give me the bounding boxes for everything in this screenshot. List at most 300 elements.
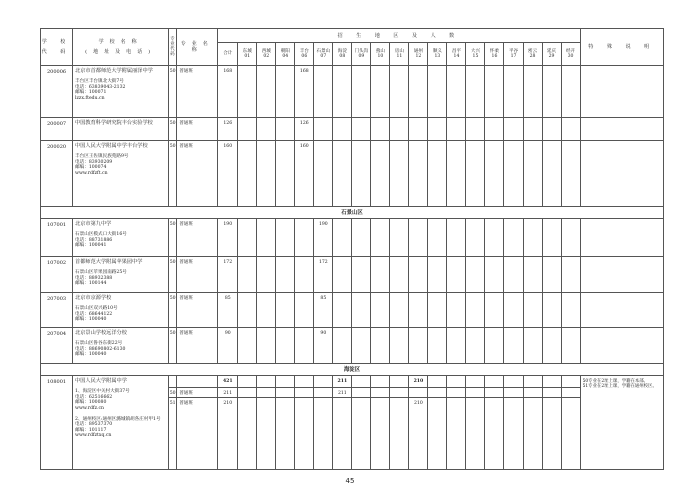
school-address-line: 邮编：100144	[75, 281, 107, 287]
district-value	[485, 328, 504, 364]
district-value	[352, 141, 371, 207]
school-address-line: 电话：62516662	[75, 394, 113, 400]
header-major-code: 专业代码	[169, 29, 177, 66]
header-school-code: 学 校 代 码	[41, 29, 73, 66]
district-value	[352, 118, 371, 141]
notes-cell	[580, 219, 663, 257]
district-value	[466, 219, 485, 257]
district-value	[257, 118, 276, 141]
district-value	[257, 219, 276, 257]
school-address-line: 邮编：100080	[75, 400, 107, 406]
school-address-line: 邮编：100071	[75, 90, 107, 96]
district-header-cell: 怀柔 16	[485, 43, 504, 66]
district-value	[333, 328, 352, 364]
district-value	[542, 219, 561, 257]
district-value	[504, 257, 523, 293]
district-value	[561, 293, 580, 328]
district-row	[41, 207, 664, 219]
district-value	[485, 398, 504, 470]
district-value	[561, 118, 580, 141]
school-address-line: www.rdfzft.cn	[75, 170, 108, 176]
district-value	[352, 388, 371, 398]
district-value	[466, 141, 485, 207]
district-value: 210	[218, 398, 238, 470]
district-value	[371, 66, 390, 118]
district-value: 172	[218, 257, 238, 293]
district-value	[276, 118, 295, 141]
district-value: 211	[333, 376, 352, 388]
table-row	[41, 328, 664, 364]
district-value	[542, 376, 561, 388]
district-value	[504, 293, 523, 328]
district-header-cell: 通州 12	[409, 43, 428, 66]
district-value	[295, 376, 314, 388]
school-address-line: 邮编：100074	[75, 165, 107, 171]
district-value	[542, 293, 561, 328]
district-value	[352, 219, 371, 257]
district-value	[390, 376, 409, 388]
major-name: 普通班	[177, 293, 218, 328]
district-value: 85	[218, 293, 238, 328]
district-value	[523, 293, 542, 328]
district-value	[561, 257, 580, 293]
district-value	[409, 388, 428, 398]
school-address-line: lzzx.ftedu.cn	[75, 95, 105, 101]
district-value	[409, 141, 428, 207]
district-value	[333, 66, 352, 118]
district-value	[257, 257, 276, 293]
district-value	[390, 328, 409, 364]
table-row	[41, 219, 664, 257]
district-value	[371, 376, 390, 388]
table-row	[41, 141, 664, 207]
district-value: 85	[314, 293, 333, 328]
district-header-cell: 燕山 10	[371, 43, 390, 66]
notes-cell	[580, 376, 663, 470]
district-value	[276, 219, 295, 257]
notes-cell	[580, 66, 663, 118]
district-value: 90	[218, 328, 238, 364]
major-code: 50	[169, 118, 177, 141]
district-value	[504, 328, 523, 364]
district-value	[390, 219, 409, 257]
district-value	[428, 388, 447, 398]
school-address-line: 邮编：100040	[75, 317, 107, 323]
district-value	[390, 257, 409, 293]
major-name: 普通班	[177, 118, 218, 141]
table-row	[41, 118, 664, 141]
district-value	[409, 118, 428, 141]
district-value	[276, 293, 295, 328]
district-value	[371, 219, 390, 257]
district-value	[466, 118, 485, 141]
major-name: 普通班	[177, 66, 218, 118]
district-value	[390, 388, 409, 398]
district-value	[504, 388, 523, 398]
district-value	[409, 219, 428, 257]
district-value	[390, 293, 409, 328]
district-value	[523, 388, 542, 398]
district-value	[390, 118, 409, 141]
school-code: 207004	[41, 328, 73, 364]
district-header-cell: 密云 28	[523, 43, 542, 66]
district-value: 126	[295, 118, 314, 141]
district-header-cell: 平谷 17	[504, 43, 523, 66]
school-address-line: 丰台区丰台镇北大街7号	[75, 79, 124, 85]
district-value: 168	[295, 66, 314, 118]
admission-table	[40, 28, 664, 470]
district-value	[428, 257, 447, 293]
district-value	[352, 66, 371, 118]
district-value	[390, 398, 409, 470]
major-name: 普通班	[177, 388, 218, 398]
district-value	[314, 388, 333, 398]
district-value	[295, 328, 314, 364]
school-address-line: 电话：63839043-2132	[75, 84, 126, 90]
district-header-cell: 东城 01	[238, 43, 257, 66]
district-value	[238, 293, 257, 328]
district-value	[466, 293, 485, 328]
district-value	[428, 376, 447, 388]
school-name-cell	[73, 376, 169, 470]
district-value	[257, 388, 276, 398]
school-address-line: 电话：83930209	[75, 159, 113, 165]
district-value	[428, 398, 447, 470]
school-address-line: 石景山区鲁谷东街22号	[75, 341, 123, 347]
district-value	[447, 398, 466, 470]
district-value: 160	[218, 141, 238, 207]
school-address-line: 邮编：101117	[75, 427, 107, 433]
school-address-line: 电话：88690802-6130	[75, 346, 126, 352]
district-value	[333, 398, 352, 470]
district-value: 168	[218, 66, 238, 118]
district-value	[238, 388, 257, 398]
school-name: 中国教育科学研究院丰台实验学校	[75, 120, 153, 126]
district-value: 90	[314, 328, 333, 364]
district-header-cell: 石景山 07	[314, 43, 333, 66]
district-value	[542, 66, 561, 118]
district-value	[314, 66, 333, 118]
district-value	[542, 398, 561, 470]
table-row	[41, 293, 664, 328]
district-value	[561, 388, 580, 398]
district-value	[314, 398, 333, 470]
district-value	[352, 328, 371, 364]
district-value	[447, 219, 466, 257]
header-group-row	[41, 29, 664, 43]
district-value	[409, 66, 428, 118]
district-value	[447, 141, 466, 207]
school-code: 107002	[41, 257, 73, 293]
district-value	[428, 66, 447, 118]
district-value	[428, 219, 447, 257]
major-code: 50	[169, 141, 177, 207]
school-name-cell	[73, 328, 169, 364]
school-name-cell	[73, 141, 169, 207]
school-address-line: 丰台区王佐镇民族苑路9号	[75, 154, 129, 160]
district-value	[238, 66, 257, 118]
district-value	[466, 376, 485, 388]
school-code: 200006	[41, 66, 73, 118]
school-address-line: 石景山区双兴路10号	[75, 306, 118, 312]
admission-table-sheet	[40, 28, 664, 470]
district-value	[523, 141, 542, 207]
school-code: 107001	[41, 219, 73, 257]
district-value	[466, 388, 485, 398]
district-value	[542, 141, 561, 207]
district-value	[371, 293, 390, 328]
district-header-cell: 经开 30	[561, 43, 580, 66]
school-name-cell	[73, 219, 169, 257]
district-value	[485, 257, 504, 293]
district-value	[238, 219, 257, 257]
district-value	[561, 66, 580, 118]
district-value	[542, 388, 561, 398]
district-value	[333, 293, 352, 328]
district-label: 石景山区	[41, 207, 664, 219]
district-value	[504, 141, 523, 207]
district-value	[523, 219, 542, 257]
district-value	[314, 376, 333, 388]
school-address-line: 1、海淀区中关村大街37号	[75, 389, 130, 395]
school-name: 北京景山学校远洋分校	[75, 330, 127, 336]
district-value	[466, 328, 485, 364]
district-value	[485, 388, 504, 398]
district-value	[257, 293, 276, 328]
district-value	[238, 376, 257, 388]
major-name: 普通班	[177, 141, 218, 207]
district-value	[295, 388, 314, 398]
school-code: 108001	[41, 376, 73, 470]
school-address-line: 电话：88731886	[75, 237, 113, 243]
district-value	[390, 66, 409, 118]
district-value	[409, 257, 428, 293]
district-value	[238, 328, 257, 364]
district-value: 172	[314, 257, 333, 293]
school-code: 200007	[41, 118, 73, 141]
table-row	[41, 257, 664, 293]
major-code: 50	[169, 219, 177, 257]
district-value	[333, 118, 352, 141]
district-header-cell: 丰台 06	[295, 43, 314, 66]
district-value	[561, 376, 580, 388]
school-code: 207003	[41, 293, 73, 328]
school-address-line: www.rdfz.cn	[75, 405, 105, 411]
school-address-line: www.rdfztxq.cn	[75, 433, 112, 439]
major-name	[177, 376, 218, 388]
school-name: 北京市首都师范大学附属丽泽中学	[75, 68, 153, 74]
district-value	[371, 398, 390, 470]
district-value	[504, 219, 523, 257]
district-value	[542, 257, 561, 293]
district-value	[295, 293, 314, 328]
district-value	[523, 376, 542, 388]
district-value: 160	[295, 141, 314, 207]
table-row	[41, 66, 664, 118]
school-address-line: 石景山区模式口大街16号	[75, 232, 127, 238]
district-value	[314, 118, 333, 141]
district-value	[447, 257, 466, 293]
table-row	[41, 376, 664, 388]
district-value	[276, 141, 295, 207]
district-value: 190	[218, 219, 238, 257]
district-value	[542, 118, 561, 141]
district-value	[542, 328, 561, 364]
district-value	[447, 376, 466, 388]
school-code: 200020	[41, 141, 73, 207]
district-value	[257, 66, 276, 118]
district-value	[561, 141, 580, 207]
district-header-cell: 合计	[218, 43, 238, 66]
district-value	[466, 257, 485, 293]
school-address-line: 电话：68644122	[75, 311, 113, 317]
district-value	[485, 118, 504, 141]
district-value	[295, 219, 314, 257]
district-value: 190	[314, 219, 333, 257]
page-number: 45	[345, 477, 355, 485]
district-value	[504, 66, 523, 118]
school-name-cell	[73, 66, 169, 118]
district-value	[523, 328, 542, 364]
school-name-cell	[73, 293, 169, 328]
major-name: 普通班	[177, 398, 218, 470]
district-value	[276, 376, 295, 388]
district-value	[447, 118, 466, 141]
major-name: 普通班	[177, 257, 218, 293]
district-value	[504, 398, 523, 470]
district-value: 211	[218, 388, 238, 398]
district-value	[276, 66, 295, 118]
district-header-cell: 海淀 08	[333, 43, 352, 66]
school-address-line: 石景山区苹果园南路25号	[75, 270, 127, 276]
major-code: 50	[169, 257, 177, 293]
major-code: 50	[169, 388, 177, 398]
district-value	[428, 293, 447, 328]
major-name: 普通班	[177, 328, 218, 364]
district-value	[333, 257, 352, 293]
district-value	[257, 376, 276, 388]
district-value	[276, 257, 295, 293]
district-value	[276, 388, 295, 398]
district-value	[523, 398, 542, 470]
major-code: 51	[169, 398, 177, 470]
district-value	[238, 257, 257, 293]
district-value	[428, 118, 447, 141]
district-value	[447, 388, 466, 398]
district-value	[447, 66, 466, 118]
district-value	[352, 257, 371, 293]
district-value	[447, 328, 466, 364]
district-value	[238, 118, 257, 141]
district-value	[523, 257, 542, 293]
district-value	[485, 219, 504, 257]
district-value	[390, 141, 409, 207]
major-code	[169, 376, 177, 388]
notes-cell	[580, 118, 663, 141]
school-name: 北京市京源学校	[75, 295, 112, 301]
district-value: 210	[409, 376, 428, 388]
district-header-cell: 房山 11	[390, 43, 409, 66]
district-header-cell: 门头沟 09	[352, 43, 371, 66]
district-value	[371, 257, 390, 293]
school-address-line: 邮编：100041	[75, 243, 107, 249]
district-value	[447, 293, 466, 328]
district-header-cell: 大兴 15	[466, 43, 485, 66]
district-value: 211	[333, 388, 352, 398]
district-value	[428, 141, 447, 207]
note-line: 50专业在2址上课，学籍在本部。	[582, 379, 649, 384]
district-header-cell: 昌平 14	[447, 43, 466, 66]
note-line: 51专业在2址上课，学籍在通州校区。	[582, 384, 657, 390]
district-header-cell: 朝阳 04	[276, 43, 295, 66]
major-name: 普通班	[177, 219, 218, 257]
header-region-group: 招 生 地 区 及 人 数	[218, 29, 580, 43]
district-value	[485, 376, 504, 388]
district-value	[314, 141, 333, 207]
district-value	[485, 141, 504, 207]
school-name: 首都师范大学附属苹果园中学	[75, 259, 143, 265]
district-header-cell: 西城 02	[257, 43, 276, 66]
major-code: 50	[169, 328, 177, 364]
district-value: 421	[218, 376, 238, 388]
district-value	[276, 398, 295, 470]
notes-cell	[580, 257, 663, 293]
notes-cell	[580, 293, 663, 328]
district-value	[276, 328, 295, 364]
district-value	[371, 388, 390, 398]
district-value: 126	[218, 118, 238, 141]
school-address-line: 邮编：100040	[75, 352, 107, 358]
district-header-cell: 延庆 29	[542, 43, 561, 66]
district-value	[295, 398, 314, 470]
district-value	[409, 328, 428, 364]
school-name-cell	[73, 118, 169, 141]
district-value	[561, 398, 580, 470]
major-code: 50	[169, 66, 177, 118]
district-value	[257, 398, 276, 470]
district-value	[238, 398, 257, 470]
district-header-cell: 顺义 13	[428, 43, 447, 66]
school-name-cell	[73, 257, 169, 293]
major-code: 50	[169, 293, 177, 328]
district-value	[523, 66, 542, 118]
district-value	[466, 398, 485, 470]
district-value	[561, 219, 580, 257]
district-row	[41, 364, 664, 376]
district-value	[257, 328, 276, 364]
district-value	[257, 141, 276, 207]
header-notes: 特 殊 说 明	[580, 29, 663, 66]
district-value	[485, 293, 504, 328]
district-value	[352, 376, 371, 388]
school-name: 中国人民大学附属中学	[75, 378, 127, 384]
school-address-line: 电话：88932388	[75, 275, 113, 281]
district-value	[371, 328, 390, 364]
header-school-name: 学校名称 (地址及电话)	[73, 29, 169, 66]
district-value	[428, 328, 447, 364]
district-value	[352, 293, 371, 328]
district-value	[295, 257, 314, 293]
district-value	[485, 66, 504, 118]
district-value	[333, 141, 352, 207]
school-name: 北京市第九中学	[75, 221, 112, 227]
notes-cell	[580, 141, 663, 207]
notes-cell	[580, 328, 663, 364]
district-value	[238, 141, 257, 207]
district-value	[371, 118, 390, 141]
district-label: 海淀区	[41, 364, 664, 376]
district-value	[352, 398, 371, 470]
